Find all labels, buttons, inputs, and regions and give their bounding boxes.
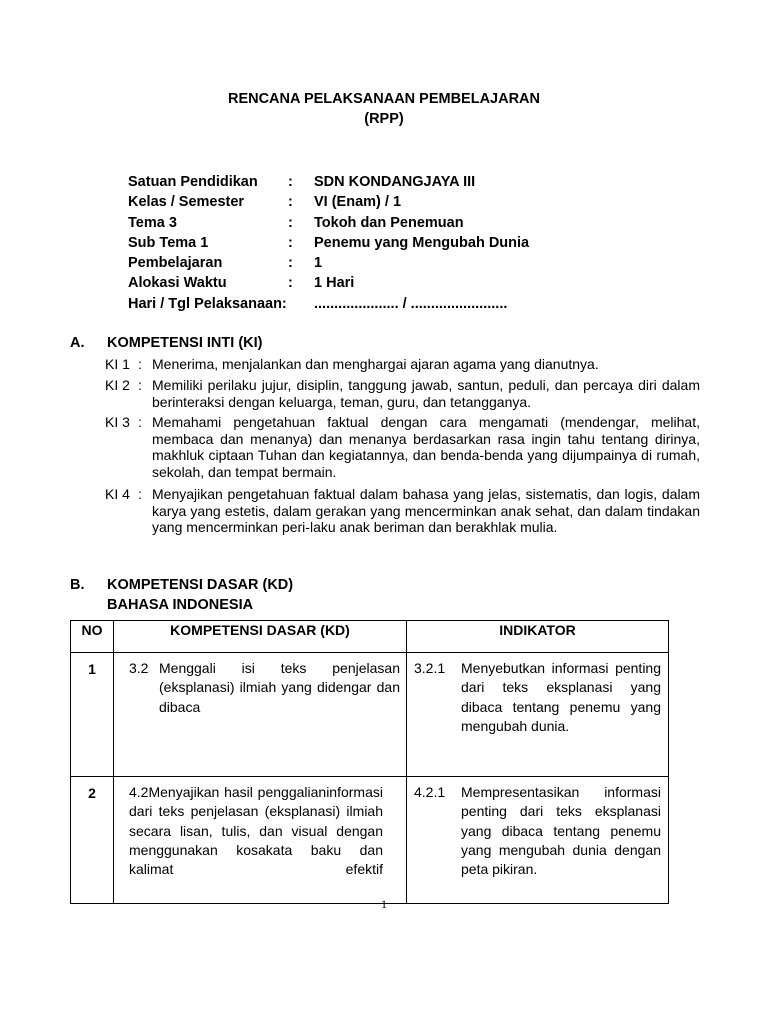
document-title: RENCANA PELAKSANAAN PEMBELAJARAN (227, 91, 541, 107)
identity-value: 1 (314, 255, 323, 272)
identity-value: VI (Enam) / 1 (314, 194, 402, 211)
column-header-indikator: INDIKATOR (407, 621, 669, 653)
indicator-number: 4.2.1 (414, 784, 446, 800)
ki-code: KI 3 (105, 414, 130, 430)
identity-row (128, 233, 614, 253)
identity-label: Kelas / Semester (128, 194, 245, 211)
ki-colon: : (138, 414, 142, 430)
indicator-text: Mempresentasikan informasi penting dari teks eksplanasi yang dibaca tentang penemu yang mengubah dunia dengan peta pikiran. (461, 784, 661, 878)
identity-row (128, 172, 614, 192)
identity-value: 1 Hari (314, 275, 355, 292)
section-title: KOMPETENSI INTI (KI) (107, 335, 263, 351)
identity-row (128, 294, 614, 314)
identity-label: Satuan Pendidikan (128, 174, 258, 190)
ki-item (105, 414, 700, 480)
ki-text: Menerima, menjalankan dan menghargai ajaran agama yang dianutnya. (152, 356, 599, 372)
indicator-cell (407, 777, 669, 904)
indicator-cell (407, 653, 669, 777)
row-number: 1 (71, 653, 114, 777)
kd-table (70, 620, 669, 904)
identity-label: Tema 3 (128, 214, 177, 231)
indicator-text: Menyebutkan informasi penting dari teks eksplanasi yang dibaca tentang penemu yang mengubah dunia. (461, 660, 661, 734)
ki-item (105, 486, 700, 536)
table-header-row (71, 621, 669, 653)
identity-value: SDN KONDANGJAYA III (314, 174, 476, 190)
identity-table (128, 172, 614, 314)
column-header-kd: KOMPETENSI DASAR (KD) (114, 621, 407, 653)
document-subtitle: (RPP) (364, 111, 404, 127)
identity-row (128, 192, 614, 212)
identity-colon: : (288, 275, 293, 292)
kd-text-body: Menyajikan hasil penggalianinformasi dari teks penjelasan (eksplanasi) ilmiah secara lisan, tulis, dan visual dengan menggunakan kosakata baku dan kalimat efektif (129, 784, 383, 878)
kd-number: 4.2 (129, 784, 149, 800)
identity-value: ..................... / ........................ (314, 295, 508, 312)
column-header-no: NO (71, 621, 114, 653)
kd-cell (114, 777, 407, 904)
kd-text: Menggali isi teks penjelasan (eksplanasi) ilmiah yang didengar dan dibaca (159, 660, 400, 715)
section-number: A. (70, 335, 85, 351)
identity-colon: : (288, 255, 293, 272)
table-row (71, 653, 669, 777)
identity-row (128, 213, 614, 233)
ki-text: Menyajikan pengetahuan faktual dalam bahasa yang jelas, sistematis, dan logis, dalam karya yang estetis, dalam gerakan yang mencerminkan anak sehat, dan dalam tindakan yang mencerminkan peri-laku anak beriman dan berakhlak mulia. (152, 486, 700, 536)
ki-code: KI 2 (105, 377, 130, 393)
row-number: 2 (71, 777, 114, 904)
ki-code: KI 4 (105, 486, 130, 502)
identity-label: Pembelajaran (128, 255, 223, 272)
ki-item (105, 356, 700, 373)
identity-colon: : (288, 194, 293, 211)
ki-colon: : (138, 356, 142, 372)
ki-code: KI 1 (105, 356, 130, 372)
identity-value: Penemu yang Mengubah Dunia (314, 234, 530, 251)
section-title: KOMPETENSI DASAR (KD) (107, 577, 294, 593)
ki-text: Memahami pengetahuan faktual dengan cara mengamati (mendengar, melihat, membaca dan menanya) dan menanya berdasarkan rasa ingin tahu tentang dirinya, makhluk ciptaan Tuhan dan kegiatannya, dan benda-benda yang dijumpainya di rumah, sekolah, dan tempat bermain. (152, 414, 700, 480)
ki-colon: : (138, 486, 142, 502)
identity-colon: : (288, 214, 293, 231)
ki-colon: : (138, 377, 142, 393)
identity-row (128, 273, 614, 293)
kd-text (129, 783, 383, 879)
kd-number: 3.2 (129, 660, 149, 676)
identity-label: Alokasi Waktu (128, 275, 227, 292)
section-number: B. (70, 577, 85, 593)
identity-row (128, 253, 614, 273)
identity-colon: : (288, 234, 293, 251)
identity-label: Sub Tema 1 (128, 234, 209, 251)
identity-colon: : (288, 174, 293, 190)
ki-text: Memiliki perilaku jujur, disiplin, tanggung jawab, santun, peduli, dan percaya diri dalam berinteraksi dengan keluarga, teman, guru, dan tetangganya. (152, 377, 700, 410)
identity-label: Hari / Tgl Pelaksanaan: (128, 295, 287, 312)
subject-heading: BAHASA INDONESIA (107, 597, 254, 613)
page-number: 1 (381, 897, 387, 911)
identity-value: Tokoh dan Penemuan (314, 214, 464, 231)
indicator-number: 3.2.1 (414, 660, 446, 676)
ki-item (105, 377, 700, 410)
kd-cell (114, 653, 407, 777)
table-row (71, 777, 669, 904)
